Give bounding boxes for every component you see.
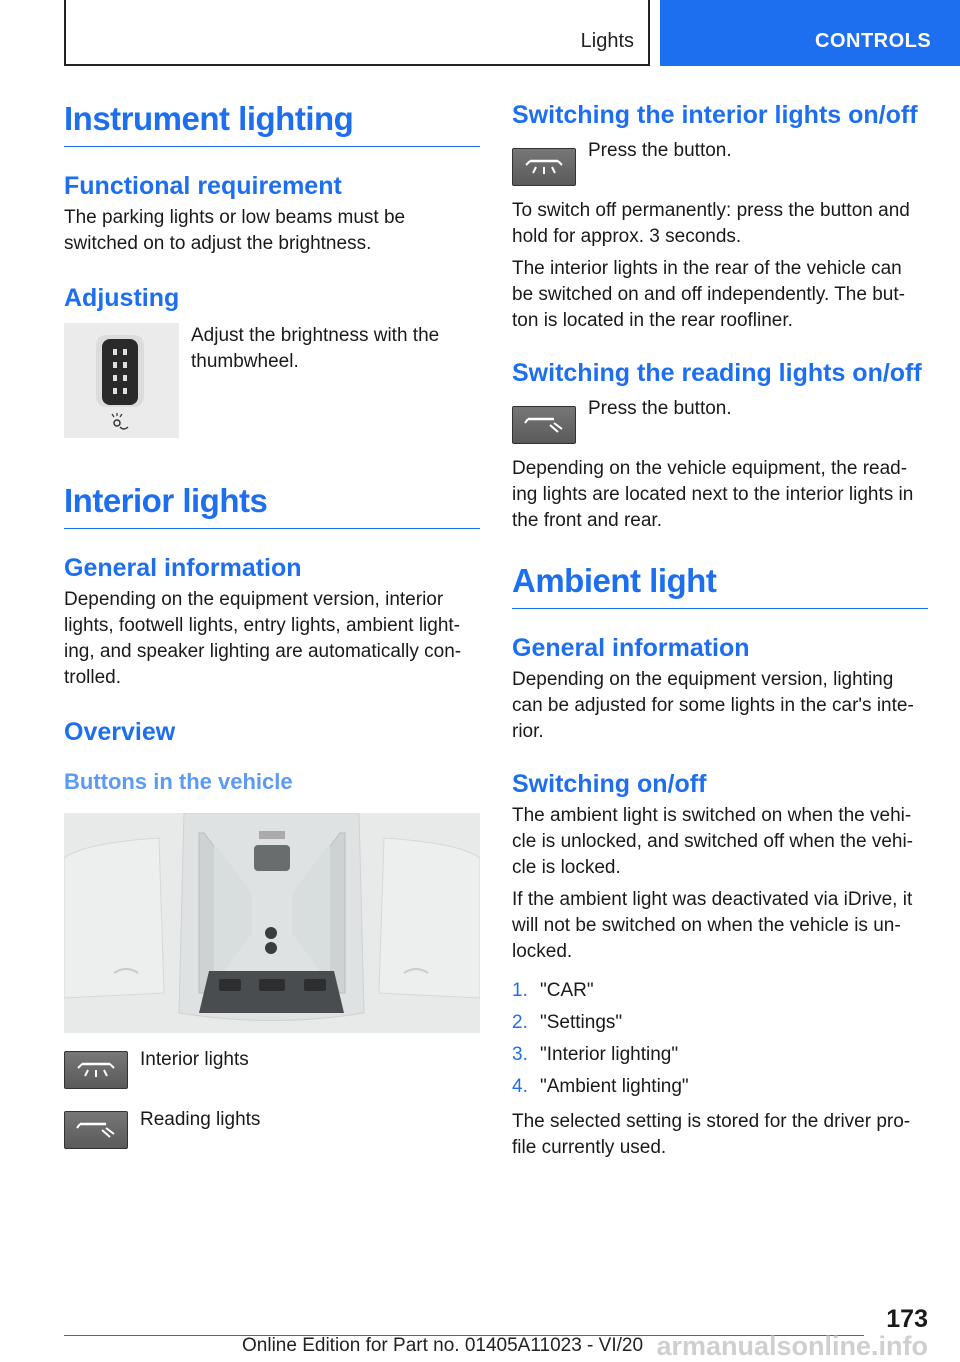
- roof-console-image: [64, 813, 480, 1033]
- list-item: 4. "Ambient lighting": [512, 1076, 689, 1097]
- header-chapter-tab: CONTROLS: [660, 0, 960, 66]
- watermark-text: armanualsonline.info: [656, 1331, 928, 1361]
- label-interior-lights: Interior lights: [140, 1049, 249, 1070]
- page-footer: [64, 1305, 928, 1362]
- reading-light-button-icon: [64, 1111, 128, 1149]
- heading-adjusting: Adjusting: [64, 284, 180, 312]
- list-item: 1. "CAR": [512, 980, 594, 1001]
- adjusting-block: [64, 323, 480, 438]
- text-general-information-2: Depending on the equipment version, lighting can be adjusted for some lights in the car's inte-rior.: [512, 669, 914, 742]
- press-block-interior: [512, 140, 928, 186]
- legend-interior-lights: [64, 1047, 480, 1089]
- text-functional-requirement: The parking lights or low beams must be switched on to adjust the brightness.: [64, 207, 406, 254]
- page-number: 173: [886, 1305, 928, 1333]
- text-general-information: Depending on the equipment version, interior lights, footwell lights, entry lights, ambient light-ing, and speaker lighting are automatically con-trolled.: [64, 589, 462, 688]
- heading-interior-lights: Interior lights: [64, 482, 480, 529]
- heading-instrument-lighting: Instrument lighting: [64, 100, 480, 147]
- interior-light-button-icon: [512, 148, 576, 186]
- legend-reading-lights: [64, 1107, 480, 1149]
- thumbwheel-icon: [64, 323, 179, 438]
- roof-console-illustration: [64, 813, 480, 1033]
- text-rear-interior-lights: The interior lights in the rear of the vehicle can be switched on and off independently. The but-ton is located in the rear roofliner.: [512, 258, 905, 331]
- press-block-reading: [512, 398, 928, 444]
- text-idrive-deactivated: If the ambient light was deactivated via iDrive, it will not be switched on when the vehicle is un-locked.: [512, 889, 913, 962]
- text-switching-on-off: The ambient light is switched on when the vehi-cle is unlocked, and switched off when the vehi-cle is locked.: [512, 805, 913, 878]
- text-press-button-2: Press the button.: [588, 398, 732, 419]
- page-header: [0, 0, 960, 66]
- text-adjusting: Adjust the brightness with the thumbwheel.: [191, 325, 440, 372]
- heading-buttons-in-vehicle: Buttons in the vehicle: [64, 769, 293, 794]
- text-reading-lights-location: Depending on the vehicle equipment, the read-ing lights are located next to the interior lights in the front and rear.: [512, 458, 914, 531]
- thumbwheel-image: [64, 323, 179, 438]
- heading-general-information-2: General information: [512, 634, 750, 662]
- header-section-title: Lights: [580, 30, 634, 52]
- list-item: 3. "Interior lighting": [512, 1044, 679, 1065]
- edition-note: Online Edition for Part no. 01405A11023 - VI/20: [242, 1335, 644, 1356]
- heading-functional-requirement: Functional requirement: [64, 172, 342, 200]
- ambient-steps-list: [512, 975, 928, 1103]
- text-switch-off-permanently: To switch off permanently: press the button and hold for approx. 3 seconds.: [512, 200, 910, 247]
- list-item: 2. "Settings": [512, 1012, 623, 1033]
- heading-general-information: General information: [64, 554, 302, 582]
- heading-switching-on-off: Switching on/off: [512, 770, 707, 798]
- label-reading-lights: Reading lights: [140, 1109, 261, 1130]
- heading-switch-interior-lights: Switching the interior lights on/off: [512, 101, 918, 129]
- reading-light-button-icon: [512, 406, 576, 444]
- heading-ambient-light: Ambient light: [512, 562, 928, 609]
- text-setting-stored: The selected setting is stored for the driver pro-file currently used.: [512, 1111, 911, 1158]
- text-press-button-1: Press the button.: [588, 140, 732, 161]
- interior-light-button-icon: [64, 1051, 128, 1089]
- heading-overview: Overview: [64, 718, 176, 746]
- left-column: [64, 100, 480, 1161]
- header-section-box: [64, 0, 650, 66]
- right-column: [512, 100, 928, 1167]
- heading-switch-reading-lights: Switching the reading lights on/off: [512, 359, 922, 387]
